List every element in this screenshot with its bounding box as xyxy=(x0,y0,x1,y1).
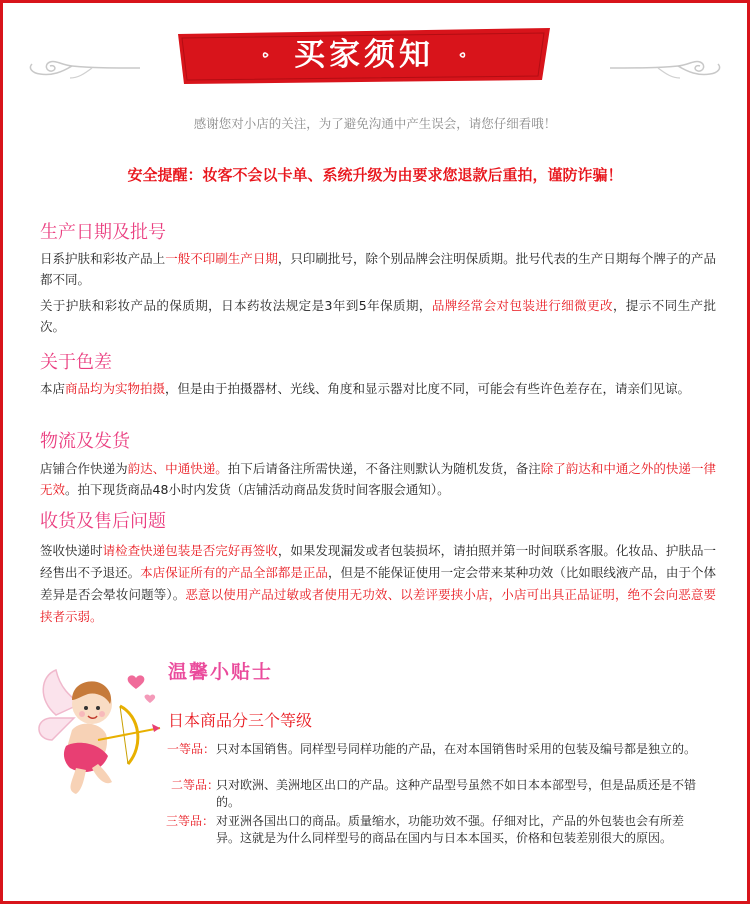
body-text: ，只印刷批号，除个别品牌会注明保质期。批号代表的生产日期每个牌子的产品都不同。 xyxy=(40,251,716,287)
section-production-date xyxy=(40,222,716,337)
body-text: 日系护肤和彩妆产品上 xyxy=(40,251,166,266)
body-text: 本店 xyxy=(40,381,66,396)
grades-heading: 日本商品分三个等级 xyxy=(168,711,313,730)
section-title: 生产日期及批号 xyxy=(40,222,166,243)
section-title: 关于色差 xyxy=(40,352,112,373)
grade-text: 对亚洲各国出口的商品。质量缩水，功能功效不强。仔细对比，产品的外包装也会有所差异。这就是为什么同样型号的商品在国内与日本本国买，价格和包装差别很大的原因。 xyxy=(216,814,685,845)
section-paragraph xyxy=(40,540,716,628)
body-text: ，但是不能保证使用一定会带来某种功效（比如眼线液产品，由于个体差异是否会晕妆问题等）。 xyxy=(40,565,716,602)
left-flourish-ornament xyxy=(22,54,142,84)
grade-item xyxy=(166,741,706,758)
grade-item xyxy=(166,777,706,811)
highlight-text: 除了韵达和中通之外的快递一律无效 xyxy=(40,461,716,497)
grade-text: 只对本国销售。同样型号同样功能的产品，在对本国销售时采用的包装及编号都是独立的。 xyxy=(216,742,697,756)
section-paragraph xyxy=(40,248,716,290)
grade-label: 一等品： xyxy=(167,742,216,756)
body-text: ，如果发现漏发或者包装损坏，请拍照并第一时间联系客服。化妆品、护肤品一经售出不予退还。 xyxy=(40,543,716,580)
section-paragraph xyxy=(40,378,716,399)
highlight-text: 一般不印刷生产日期 xyxy=(165,251,278,266)
body-text: 拍下后请备注所需快递，不备注则默认为随机发货，备注 xyxy=(227,461,541,476)
body-text: 签收快递时 xyxy=(40,543,103,558)
safety-warning: 安全提醒：妆客不会以卡单、系统升级为由要求您退款后重拍，谨防诈骗！ xyxy=(127,166,623,184)
grade-label: 二等品： xyxy=(171,778,220,792)
section-title: 收货及售后问题 xyxy=(40,511,166,532)
tips-title: 温馨小贴士 xyxy=(168,661,274,683)
page-title: 买家须知 xyxy=(294,37,434,73)
section-logistics xyxy=(40,431,716,500)
highlight-text: 商品均为实物拍摄 xyxy=(65,381,166,396)
grade-label: 三等品： xyxy=(166,814,215,828)
body-text: 店铺合作快递为 xyxy=(40,461,128,476)
body-text: ，提示不同生产批次。 xyxy=(40,298,716,334)
section-after-sales xyxy=(40,511,716,628)
highlight-text: 本店保证所有的产品全部都是正品 xyxy=(140,565,328,580)
body-text: ，但是由于拍摄器材、光线、角度和显示器对比度不同，可能会有些许色差存在，请亲们见谅。 xyxy=(165,381,691,396)
title-banner xyxy=(178,28,550,86)
section-paragraph xyxy=(40,458,716,500)
cupid-illustration xyxy=(36,660,166,800)
highlight-text: 恶意以使用产品过敏或者使用无功效、以差评要挟小店，小店可出具正品证明，绝不会向恶意要挟者示弱。 xyxy=(40,587,716,624)
grade-item xyxy=(166,813,706,847)
subtitle: 感谢您对小店的关注，为了避免沟通中产生误会，请您仔细看哦！ xyxy=(193,116,557,131)
right-flourish-ornament xyxy=(608,54,728,84)
highlight-text: 请检查快递包装是否完好再签收 xyxy=(102,543,278,558)
highlight-text: 品牌经常会对包装进行细微更改 xyxy=(431,298,613,313)
section-title: 物流及发货 xyxy=(40,431,130,452)
body-text: 关于护肤和彩妆产品的保质期，日本药妆法规定是3年到5年保质期， xyxy=(40,298,432,313)
grade-text: 只对欧洲、美洲地区出口的产品。这种产品型号虽然不如日本本部型号，但是品质还是不错的。 xyxy=(216,778,697,809)
body-text: 。拍下现货商品48小时内发货（店铺活动商品发货时间客服会通知）。 xyxy=(65,482,450,497)
section-paragraph xyxy=(40,295,716,337)
highlight-text: 韵达、中通快递。 xyxy=(127,461,228,476)
section-color-difference xyxy=(40,352,716,399)
